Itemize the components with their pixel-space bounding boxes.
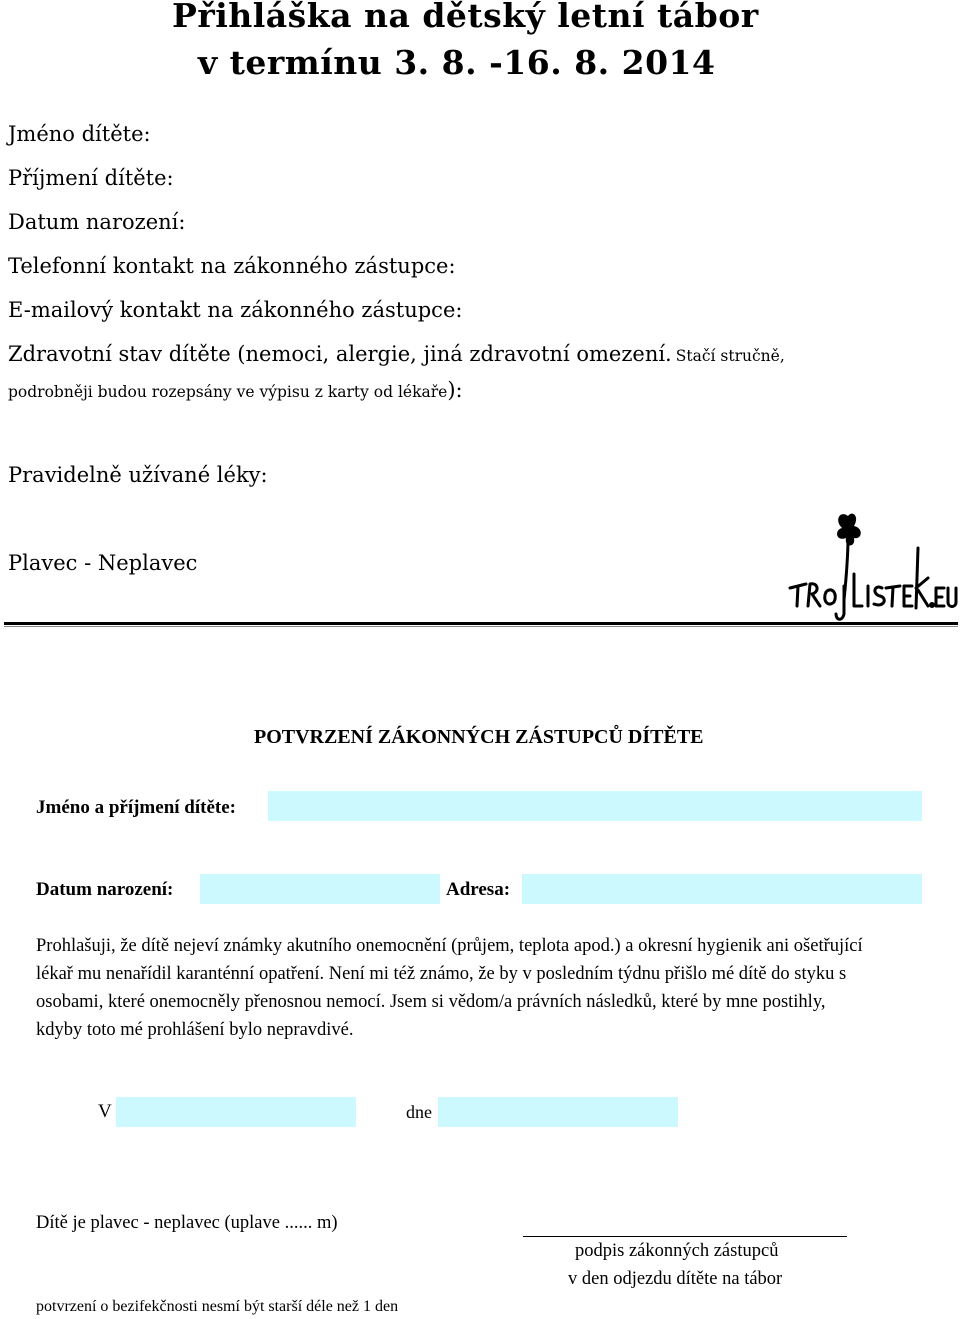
section-divider — [4, 622, 958, 625]
health-status-note-line2: podrobněji budou rozepsány ve výpisu z karty od lékaře): — [8, 378, 463, 402]
swimmer-label: Plavec - Neplavec — [8, 551, 198, 575]
declaration-paragraph — [36, 932, 863, 1044]
swimmer-statement: Dítě je plavec - neplavec (uplave ...... m) — [36, 1213, 338, 1233]
declaration-line: lékař mu nenařídil karanténní opatření. Není mi též známo, že by v posledním týdnu přišlo mé dítě do styku s — [36, 964, 847, 984]
confirmation-address-field[interactable] — [522, 874, 922, 904]
medication-label: Pravidelně užívané léky: — [8, 463, 268, 487]
declaration-line: Prohlašuji, že dítě nejeví známky akutního onemocnění (průjem, teplota apod.) a okresní hygienik ani ošetřující — [36, 936, 863, 956]
signature-caption-line1: podpis zákonných zástupců — [575, 1241, 779, 1261]
signature-caption-line2: v den odjezdu dítěte na tábor — [568, 1269, 783, 1289]
child-first-name-label: Jméno dítěte: — [8, 122, 151, 146]
confirmation-name-field[interactable] — [268, 791, 922, 821]
health-status-label — [8, 342, 785, 366]
health-status-main: Zdravotní stav dítěte (nemoci, alergie, jiná zdravotní omezení. — [8, 342, 672, 366]
form-title-line1: Přihláška na dětský letní tábor — [172, 0, 759, 35]
signature-line — [523, 1236, 847, 1237]
declaration-line: osobami, které onemocněly přenosnou nemocí. Jsem si vědom/a právních následků, které by mne postihly, — [36, 992, 826, 1012]
footnote: potvrzení o bezifekčnosti nesmí být starší déle než 1 den — [36, 1298, 399, 1315]
section-divider-shadow — [4, 626, 958, 627]
place-field[interactable] — [116, 1097, 356, 1127]
confirmation-name-label: Jméno a příjmení dítěte: — [36, 797, 236, 818]
date-label: dne — [406, 1102, 432, 1122]
guardian-email-label: E-mailový kontakt na zákonného zástupce: — [8, 298, 463, 322]
health-status-note: Stačí stručně, — [675, 347, 785, 365]
birth-date-label: Datum narození: — [8, 210, 186, 234]
confirmation-birth-label: Datum narození: — [36, 879, 174, 900]
date-field[interactable] — [438, 1097, 678, 1127]
confirmation-birth-field[interactable] — [200, 874, 440, 904]
guardian-phone-label: Telefonní kontakt na zákonného zástupce: — [8, 254, 456, 278]
place-label: V — [98, 1101, 112, 1122]
confirmation-address-label: Adresa: — [446, 879, 511, 900]
declaration-line: kdyby toto mé prohlášení bylo nepravdivé. — [36, 1020, 354, 1040]
child-last-name-label: Příjmení dítěte: — [8, 166, 174, 190]
trojlistek-logo — [782, 508, 960, 626]
confirmation-title: POTVRZENÍ ZÁKONNÝCH ZÁSTUPCŮ DÍTĚTE — [254, 726, 704, 748]
form-title-line2: v termínu 3. 8. -16. 8. 2014 — [198, 43, 716, 82]
